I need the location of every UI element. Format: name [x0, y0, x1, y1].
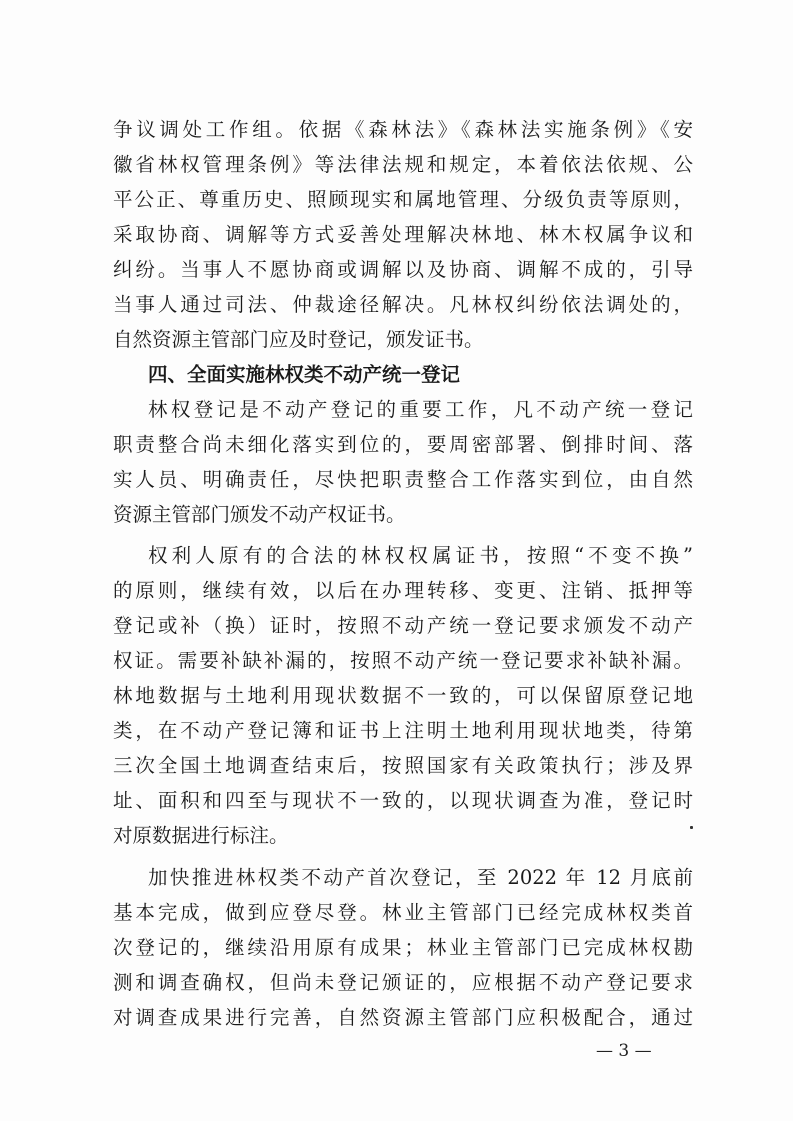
- body-text-line: 平公正、尊重历史、照顾现实和属地管理、分级负责等原则，: [113, 188, 693, 211]
- body-text-line: 基本完成，做到应登尽登。林业主管部门已经完成林权类首: [113, 901, 693, 924]
- body-text-line: 职责整合尚未细化落实到位的，要周密部署、倒排时间、落: [113, 433, 693, 456]
- body-text-line: 林地数据与土地利用现状数据不一致的，可以保留原登记地: [113, 684, 693, 707]
- body-text-line: 采取协商、调解等方式妥善处理解决林地、林木权属争议和: [113, 223, 693, 246]
- scan-speck: [690, 826, 693, 829]
- body-text-line: 实人员、明确责任，尽快把职责整合工作落实到位，由自然: [113, 468, 693, 491]
- body-text-line: 对原数据进行标注。: [113, 824, 289, 847]
- body-text-line: 权利人原有的合法的林权权属证书，按照“不变不换”: [148, 544, 693, 567]
- body-text-line: 权证。需要补缺补漏的，按照不动产统一登记要求补缺补漏。: [113, 649, 693, 672]
- body-text-line: 徽省林权管理条例》等法律法规和规定，本着依法依规、公: [113, 153, 693, 176]
- body-text-line: 次登记的，继续沿用原有成果；林业主管部门已完成林权勘: [113, 936, 693, 959]
- body-text-line: 对调查成果进行完善，自然资源主管部门应积极配合，通过: [113, 1006, 693, 1029]
- body-text-line: 林权登记是不动产登记的重要工作，凡不动产统一登记: [148, 398, 693, 421]
- page-number: — 3 —: [596, 1041, 652, 1061]
- body-text-line: 当事人通过司法、仲裁途径解决。凡林权纠纷依法调处的，: [113, 293, 693, 316]
- body-text-line: 资源主管部门颁发不动产权证书。: [113, 503, 406, 526]
- section-heading: 四、全面实施林权类不动产统一登记: [148, 363, 461, 386]
- body-text-line: 测和调查确权，但尚未登记颁证的，应根据不动产登记要求: [113, 971, 693, 994]
- body-text-line: 址、面积和四至与现状不一致的，以现状调查为准，登记时: [113, 789, 693, 812]
- body-text-line: 加快推进林权类不动产首次登记，至 2022 年 12 月底前: [148, 866, 693, 889]
- body-text-line: 争议调处工作组。依据《森林法》《森林法实施条例》《安: [113, 118, 693, 141]
- body-text-line: 的原则，继续有效，以后在办理转移、变更、注销、抵押等: [113, 579, 693, 602]
- body-text-line: 登记或补（换）证时，按照不动产统一登记要求颁发不动产: [113, 614, 693, 637]
- body-text-line: 自然资源主管部门应及时登记，颁发证书。: [113, 328, 484, 351]
- body-text-line: 三次全国土地调查结束后，按照国家有关政策执行；涉及界: [113, 754, 693, 777]
- body-text-line: 纠纷。当事人不愿协商或调解以及协商、调解不成的，引导: [113, 258, 693, 281]
- body-text-line: 类，在不动产登记簿和证书上注明土地利用现状地类，待第: [113, 719, 693, 742]
